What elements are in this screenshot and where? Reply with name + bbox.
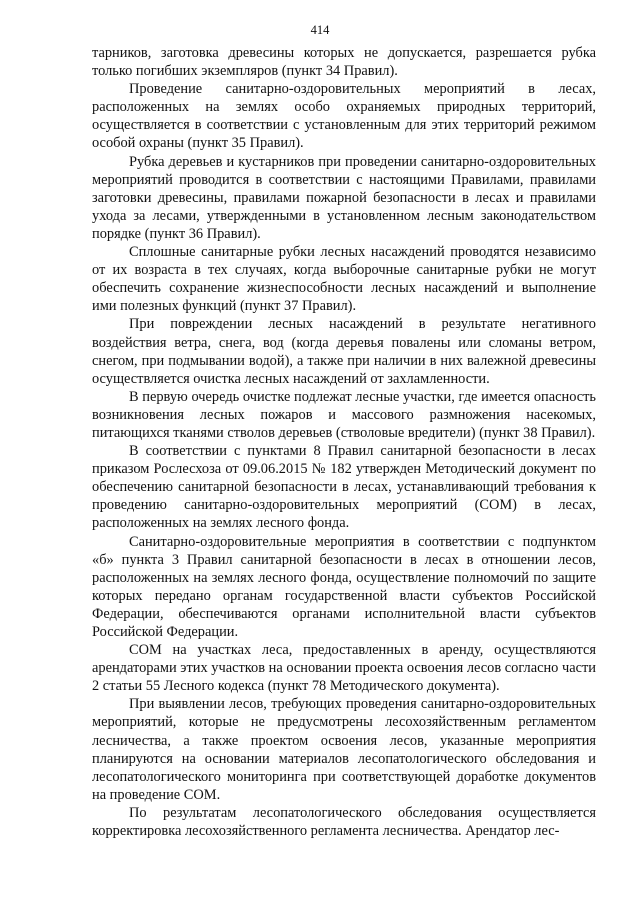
body-text	[92, 44, 596, 840]
paragraph: Рубка деревьев и кустарников при проведении санитарно-оздоровительных мероприятий проводится в соответствии с настоящими Правилами, правилами заготовки древесины, правилами пожарной безопасности в лесах и правилами ухода за лесами, утвержденными в установленном лесным законодательством порядке (пункт 36 Правил).	[92, 153, 596, 242]
paragraph: По результатам лесопатологического обследования осуществляется корректировка лесохозяйственного регламента лесничества. Арендатор лес-	[92, 804, 596, 840]
paragraph: При повреждении лесных насаждений в результате негативного воздействия ветра, снега, вод (когда деревья повалены или сломаны ветром, снегом, при подмывании водой), а также при наличии в них валежной древесины осуществляется очистка лесных насаждений от захламленности.	[92, 316, 596, 387]
paragraph: Сплошные санитарные рубки лесных насаждений проводятся независимо от их возраста в тех случаях, когда выборочные санитарные рубки не могут обеспечить сохранение жизнеспособности лесных насаждений и выполнение ими полезных функций (пункт 37 Правил).	[92, 244, 596, 315]
paragraph: Санитарно-оздоровительные мероприятия в соответствии с подпунктом «б» пункта 3 Правил санитарной безопасности в лесах в отношении лесов, расположенных на землях лесного фонда, осуществление полномочий по защите которых передано органам государственной власти субъектов Российской Федерации, обеспечиваются органами исполнительной власти субъектов Российской Федерации.	[92, 533, 596, 640]
page-number: 414	[310, 23, 330, 37]
paragraph: При выявлении лесов, требующих проведения санитарно-оздоровительных мероприятий, которые не предусмотрены лесохозяйственным регламентом лесничества, а также проектом освоения лесов, указанные мероприятия планируются на основании материалов лесопатологического обследования и лесопатологического мониторинга при соответствующей доработке документов на проведение СОМ.	[92, 696, 596, 803]
paragraph: Проведение санитарно-оздоровительных мероприятий в лесах, расположенных на землях особо охраняемых природных территорий, осуществляется в соответствии с установленным для этих территорий режимом особой охраны (пункт 35 Правил).	[92, 81, 596, 152]
paragraph: тарников, заготовка древесины которых не допускается, разрешается рубка только погибших экземпляров (пункт 34 Правил).	[92, 45, 596, 80]
paragraph: В первую очередь очистке подлежат лесные участки, где имеется опасность возникновения лесных пожаров и массового размножения насекомых, питающихся тканями стволов деревьев (стволовые вредители) (пункт 38 Правил).	[92, 388, 596, 441]
paragraph: СОМ на участках леса, предоставленных в аренду, осуществляются арендаторами этих участков на основании проекта освоения лесов согласно части 2 статьи 55 Лесного кодекса (пункт 78 Методического документа).	[92, 642, 596, 695]
paragraph: В соответствии с пунктами 8 Правил санитарной безопасности в лесах приказом Рослесхоза от 09.06.2015 № 182 утвержден Методический документ по обеспечению санитарной безопасности в лесах, устанавливающий требования к проведению санитарно-оздоровительных мероприятий (СОМ) в лесах, расположенных на землях лесного фонда.	[92, 443, 596, 532]
